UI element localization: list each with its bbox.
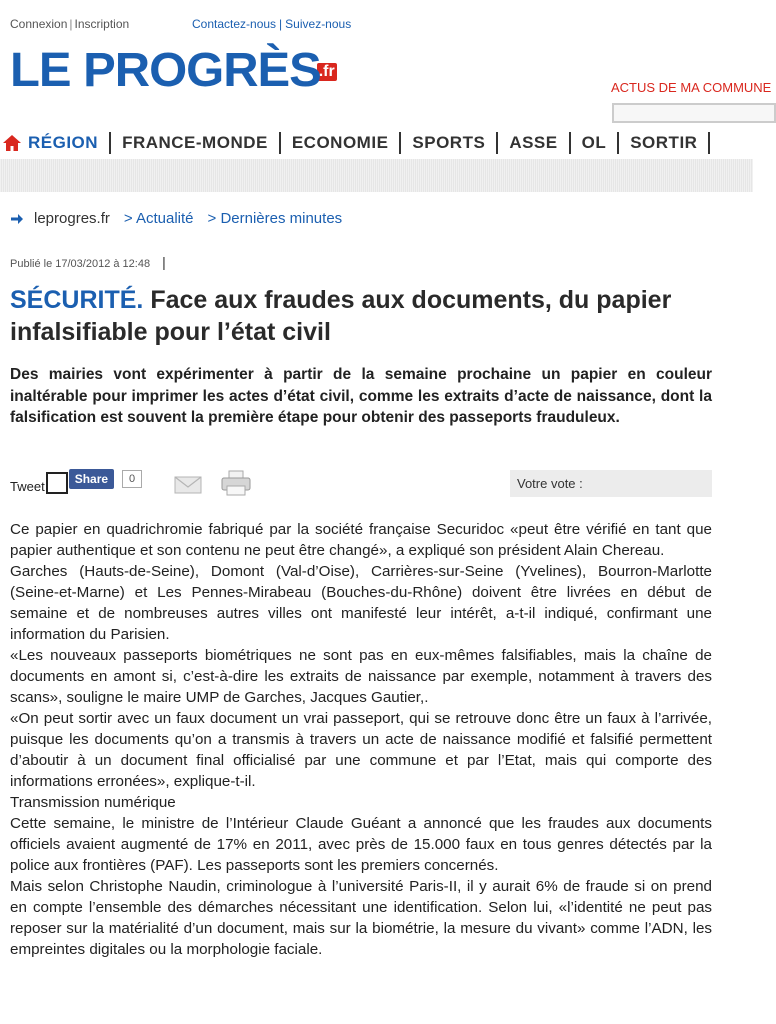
share-count: 0 [122, 470, 142, 488]
contact-link[interactable]: Contactez-nous [192, 17, 277, 31]
article-body [10, 519, 712, 960]
arrow-right-icon [10, 212, 24, 226]
nav-item-asse[interactable]: ASSE [498, 132, 570, 154]
article-lead: Des mairies vont expérimenter à partir de la semaine prochaine un papier en couleur inaltérable pour imprimer les actes d’état civil, comme les extraits d’acte de naissance, dont la falsification est souvent la première étape pour obtenir des passeports frauduleux. [10, 366, 712, 426]
section-subheading: Transmission numérique [10, 794, 176, 811]
contact-links: Contactez-nous | Suivez-nous [192, 17, 352, 31]
actus-commune-link[interactable]: ACTUS DE MA COMMUNE [611, 80, 772, 95]
logo-tld: .fr [318, 63, 335, 80]
nav-item-economie[interactable]: ECONOMIE [281, 132, 402, 154]
vote-box[interactable] [510, 470, 712, 497]
vote-label: Votre vote : [517, 476, 583, 491]
share-bar [10, 470, 142, 496]
nav-item-region[interactable]: RÉGION [26, 132, 111, 154]
nav-sub-band [0, 159, 753, 192]
tweet-button[interactable]: Tweet [10, 478, 45, 494]
site-logo[interactable] [10, 44, 337, 97]
nav-item-france-monde[interactable]: FRANCE-MONDE [111, 132, 281, 154]
article-headline: Face aux fraudes aux documents, du papier infalsifiable pour l’état civil [10, 286, 672, 346]
breadcrumb-actualite[interactable]: > Actualité [123, 210, 194, 227]
breadcrumb-root[interactable]: leprogres.fr [34, 210, 110, 227]
connexion-link[interactable]: Connexion [10, 17, 68, 31]
follow-link[interactable]: Suivez-nous [285, 17, 352, 31]
paragraph: Ce papier en quadrichromie fabriqué par la société française Securidoc «peut être vérifié en tant que papier authentique et son contenu ne peut être changé», a expliqué son président Alain Chereau. [10, 521, 712, 559]
facebook-checkbox[interactable] [46, 472, 68, 494]
inscription-link[interactable]: Inscription [74, 17, 130, 31]
breadcrumb [10, 210, 342, 227]
paragraph: «Les nouveaux passeports biométriques ne sont pas en eux-mêmes falsifiables, mais la chaîne de documents en amont si, c’est-à-dire les extraits de naissance par exemple, notamment à travers des scans», souligne le maire UMP de Garches, Jacques Gautier,. [10, 647, 712, 706]
facebook-share-button[interactable]: Share [69, 469, 114, 489]
paragraph: «On peut sortir avec un faux document un vrai passeport, qui se retrouve donc être un faux à l’arrivée, puisque les documents qu’on a transmis à travers un acte de naissance modifié et falsifié permettent d’aboutir à un document final officialisé par une commune et par l’Etat, mais qui comporte des informations erronées», explique-t-il. [10, 710, 712, 790]
paragraph: Garches (Hauts-de-Seine), Domont (Val-d’Oise), Carrières-sur-Seine (Yvelines), Bourron-Marlotte (Seine-et-Marne) et Les Pennes-Mirabeau (Bouches-du-Rhône) doivent être livrées en début de semaine et de nombreuses autres villes ont manifesté leur intérêt, a-t-il indiqué, confirmant une information du Parisien. [10, 563, 712, 643]
published-date: Publié le 17/03/2012 à 12:48 | [10, 254, 166, 270]
mail-icon[interactable] [174, 476, 202, 494]
home-icon[interactable] [2, 133, 22, 153]
published-text: Publié le 17/03/2012 à 12:48 [10, 258, 151, 270]
nav-item-ol[interactable]: OL [571, 132, 620, 154]
print-icon[interactable] [221, 470, 251, 496]
account-links: Connexion | Inscription [10, 17, 130, 31]
article-rubric: SÉCURITÉ. [10, 286, 144, 314]
paragraph: Mais selon Christophe Naudin, criminologue à l’université Paris-II, il y aurait 6% de fraude si on prend en compte l’ensemble des démarches nécessitant une identification. Selon lui, «l’identité ne peut pas reposer sur la matérialité d’un document, mais sur la biométrie, la mesure du vivant» comme l’ADN, les empreintes digitales ou la morphologie faciale. [10, 878, 712, 958]
main-nav [0, 128, 753, 158]
paragraph: Cette semaine, le ministre de l’Intérieur Claude Guéant a annoncé que les fraudes aux documents officiels avaient augmenté de 17% en 2011, avec près de 15.000 faux en tous genres détectés par la police aux frontières (PAF). Les passeports sont les premiers concernés. [10, 815, 712, 874]
nav-item-sortir[interactable]: SORTIR [619, 132, 710, 154]
commune-search-input[interactable] [612, 103, 776, 123]
nav-item-sports[interactable]: SPORTS [401, 132, 498, 154]
breadcrumb-dernieres-minutes[interactable]: > Dernières minutes [207, 210, 343, 227]
logo-text: LE PROGRÈS [10, 44, 321, 97]
article-title [10, 284, 700, 348]
